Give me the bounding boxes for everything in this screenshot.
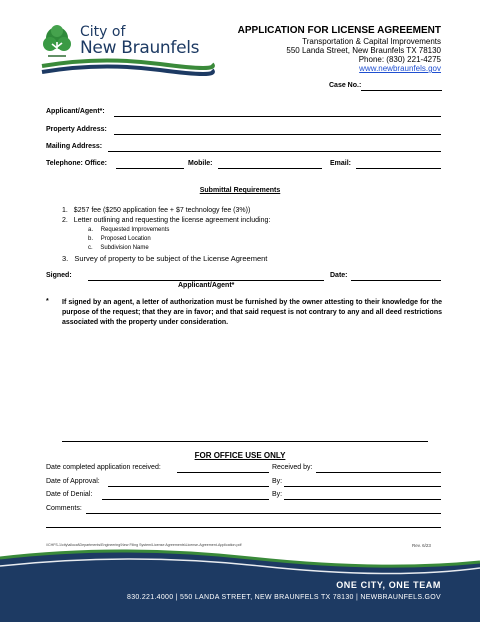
- property-address-field[interactable]: [114, 134, 441, 135]
- sub-requirement-item: [88, 227, 169, 233]
- requirement-item: [62, 254, 267, 263]
- sub-requirement-text: Requested Improvements: [100, 227, 170, 233]
- mailing-address-label: Mailing Address:: [46, 143, 103, 150]
- received-by-label: Received by:: [272, 464, 313, 471]
- case-no-label: Case No.:: [329, 82, 362, 89]
- telephone-office-label: Telephone: Office:: [46, 160, 107, 167]
- file-path: \\CHFS-1\city\allocal\Departments\Engineering\New Filing System\License Agreements\License-Agreement-Application.pdf: [46, 543, 242, 547]
- date-label: Date:: [330, 272, 348, 279]
- requirement-item: [62, 207, 250, 214]
- sub-requirement-num: c.: [88, 245, 93, 251]
- denial-date-label: Date of Denial:: [46, 491, 93, 498]
- comments-field[interactable]: [86, 513, 441, 514]
- mobile-field[interactable]: [218, 168, 322, 169]
- sub-requirement-item: [88, 245, 149, 251]
- comments-label: Comments:: [46, 505, 82, 512]
- requirement-item: [62, 217, 270, 224]
- applicant-label: Applicant/Agent*:: [46, 108, 105, 115]
- footer-tagline: ONE CITY, ONE TEAM: [336, 580, 441, 590]
- requirement-num: 1.: [62, 207, 68, 214]
- mobile-label: Mobile:: [188, 160, 213, 167]
- office-use-heading: FOR OFFICE USE ONLY: [194, 451, 286, 460]
- approval-date-label: Date of Approval:: [46, 478, 100, 485]
- signed-label: Signed:: [46, 272, 72, 279]
- agent-authorization-note: If signed by an agent, a letter of authorization must be furnished by the owner attesting to their knowledge for the purpose of the request; that they are in favor; and that said request is not contrary to any and all deed restrictions associated with the property under consideration.: [62, 299, 442, 326]
- requirements-heading: Submittal Requirements: [199, 187, 281, 194]
- approval-date-field[interactable]: [108, 486, 269, 487]
- date-completed-label: Date completed application received:: [46, 464, 161, 471]
- requirement-num: 3.: [62, 254, 69, 263]
- case-no-field[interactable]: [361, 90, 442, 91]
- sub-requirement-item: [88, 236, 151, 242]
- website-link[interactable]: www.newbraunfels.gov: [359, 64, 441, 73]
- signature-date-field[interactable]: [351, 280, 441, 281]
- received-by-field[interactable]: [316, 472, 441, 473]
- requirement-num: 2.: [62, 217, 68, 224]
- logo-text-name: New Braunfels: [80, 38, 200, 58]
- signature-caption: Applicant/Agent*: [178, 282, 235, 289]
- denial-by-field[interactable]: [284, 499, 441, 500]
- note-star: *: [46, 298, 49, 305]
- revision: Rev. 6/23: [412, 543, 431, 548]
- dept-name: Transportation & Capital Improvements: [302, 37, 441, 46]
- denial-date-field[interactable]: [102, 499, 269, 500]
- approval-by-label: By:: [272, 478, 283, 485]
- approval-by-field[interactable]: [284, 486, 441, 487]
- requirement-text: Letter outlining and requesting the license agreement including:: [73, 217, 271, 224]
- requirement-text: $257 fee ($250 application fee + $7 technology fee (3%)): [73, 207, 251, 214]
- property-address-label: Property Address:: [46, 126, 107, 133]
- email-field[interactable]: [356, 168, 441, 169]
- logo-text-city: City of: [80, 24, 126, 40]
- telephone-office-field[interactable]: [116, 168, 184, 169]
- denial-by-label: By:: [272, 491, 283, 498]
- sub-requirement-num: b.: [88, 236, 94, 242]
- office-divider: [62, 441, 428, 442]
- page-title: APPLICATION FOR LICENSE AGREEMENT: [237, 25, 441, 36]
- sub-requirement-text: Proposed Location: [100, 236, 151, 242]
- mailing-address-field[interactable]: [108, 151, 441, 152]
- email-label: Email:: [330, 160, 352, 167]
- requirement-text: Survey of property to be subject of the License Agreement: [74, 254, 268, 263]
- footer-contact: 830.221.4000 | 550 LANDA STREET, NEW BRAUNFELS TX 78130 | NEWBRAUNFELS.GOV: [127, 594, 441, 601]
- comments-field-line-2[interactable]: [46, 527, 441, 528]
- sub-requirement-text: Subdivision Name: [100, 245, 149, 251]
- date-completed-field[interactable]: [177, 472, 269, 473]
- signature-field[interactable]: [88, 280, 324, 281]
- dept-address: 550 Landa Street, New Braunfels TX 78130: [286, 46, 441, 55]
- dept-phone: Phone: (830) 221-4275: [358, 55, 441, 64]
- city-logo: [40, 20, 215, 82]
- sub-requirement-num: a.: [88, 227, 94, 233]
- applicant-field[interactable]: [114, 116, 441, 117]
